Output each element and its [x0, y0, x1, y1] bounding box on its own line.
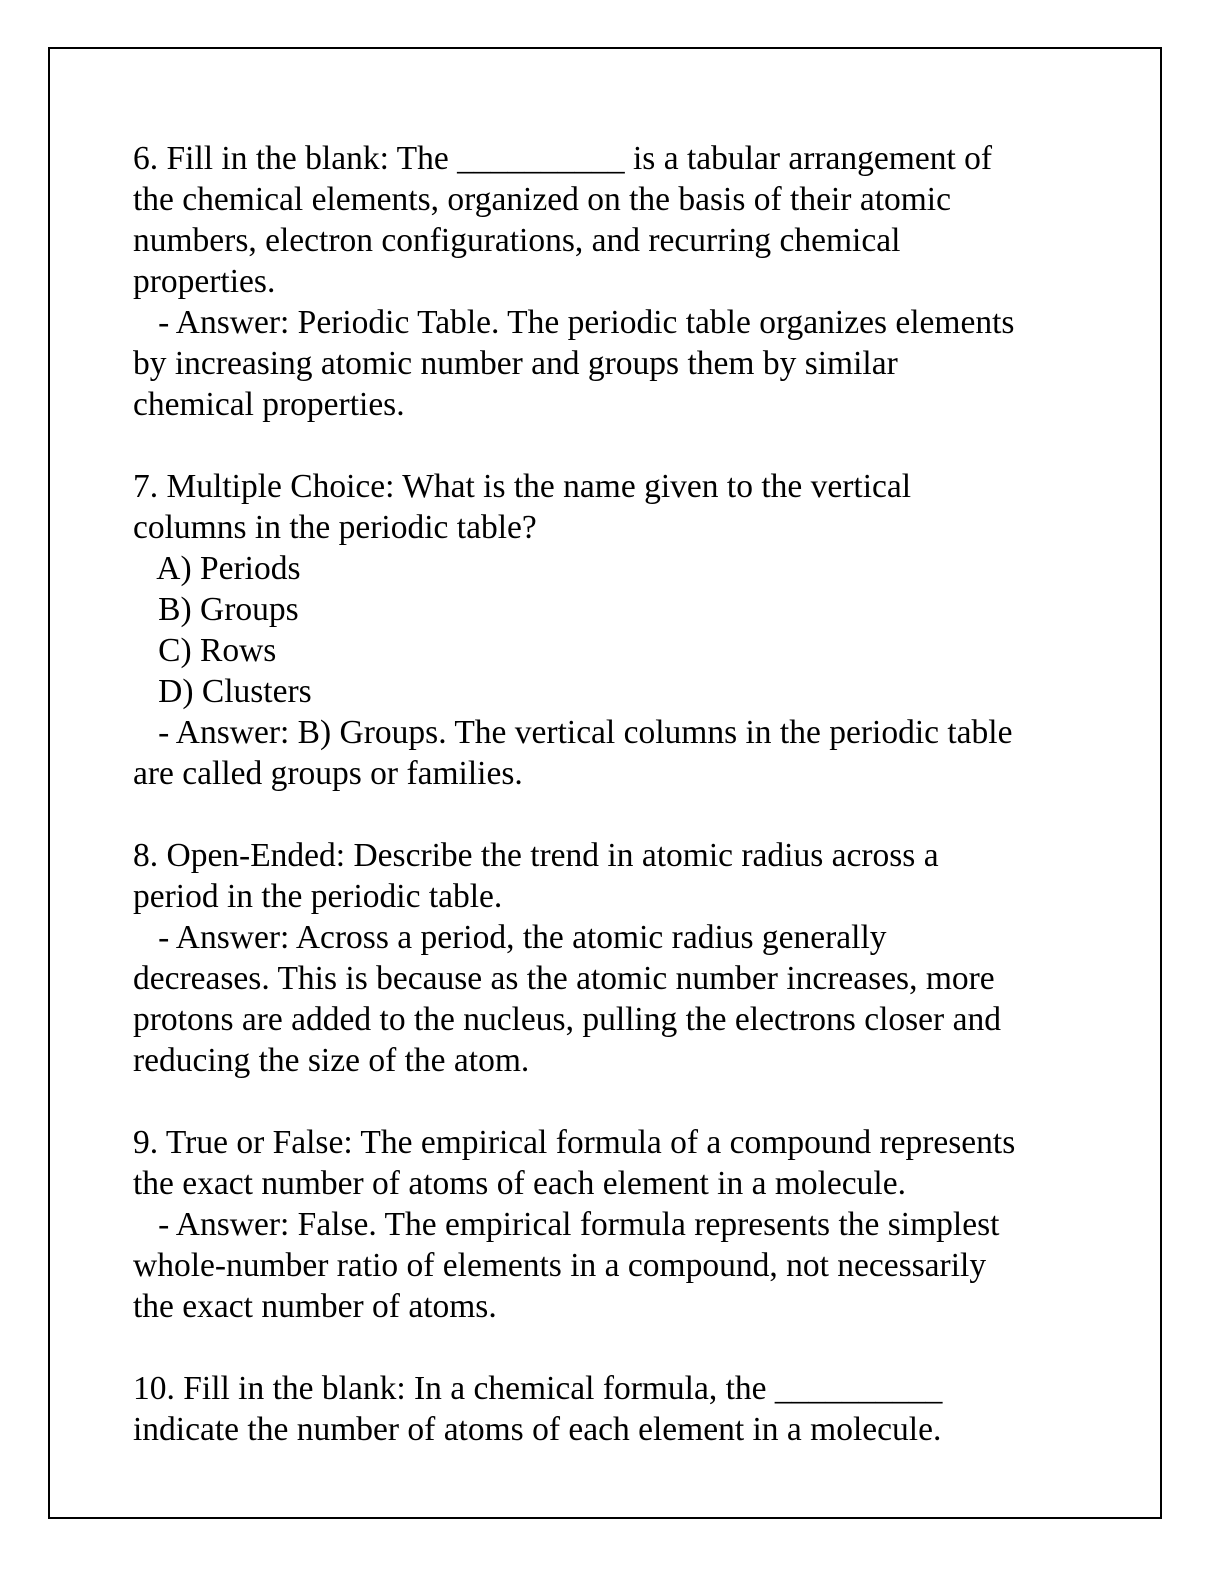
choice-d: D) Clusters: [133, 673, 312, 710]
question-text-line: 10. Fill in the blank: In a chemical formula, the __________: [133, 1370, 943, 1407]
answer-text-line: - Answer: Periodic Table. The periodic table organizes elements: [133, 304, 1015, 341]
answer-text-line: whole-number ratio of elements in a compound, not necessarily: [133, 1247, 987, 1284]
question-10: [133, 1368, 1093, 1450]
question-text-line: 8. Open-Ended: Describe the trend in atomic radius across a: [133, 837, 939, 874]
answer-text-line: - Answer: False. The empirical formula represents the simplest: [133, 1206, 1000, 1243]
question-text-line: 9. True or False: The empirical formula of a compound represents: [133, 1124, 1016, 1161]
question-7: [133, 466, 1093, 794]
answer-text-line: - Answer: Across a period, the atomic radius generally: [133, 919, 887, 956]
answer-text-line: decreases. This is because as the atomic number increases, more: [133, 960, 995, 997]
question-8: [133, 835, 1093, 1081]
question-9: [133, 1122, 1093, 1327]
question-text-line: the exact number of atoms of each element in a molecule.: [133, 1165, 906, 1202]
question-text-line: 6. Fill in the blank: The __________ is a tabular arrangement of: [133, 140, 993, 177]
answer-text-line: the exact number of atoms.: [133, 1288, 497, 1325]
question-text-line: numbers, electron configurations, and recurring chemical: [133, 222, 901, 259]
document-body: [133, 138, 1093, 1450]
spacer: [133, 1327, 1093, 1368]
answer-text-line: protons are added to the nucleus, pulling the electrons closer and: [133, 1001, 1001, 1038]
question-text-line: columns in the periodic table?: [133, 509, 537, 546]
question-text-line: 7. Multiple Choice: What is the name given to the vertical: [133, 468, 912, 505]
question-text-line: period in the periodic table.: [133, 878, 503, 915]
question-6: [133, 138, 1093, 425]
choice-c: C) Rows: [133, 632, 277, 669]
answer-text-line: - Answer: B) Groups. The vertical columns in the periodic table: [133, 714, 1013, 751]
choice-a: A) Periods: [133, 550, 301, 587]
answer-text-line: by increasing atomic number and groups them by similar: [133, 345, 898, 382]
question-text-line: properties.: [133, 263, 276, 300]
spacer: [133, 1081, 1093, 1122]
question-text-line: the chemical elements, organized on the basis of their atomic: [133, 181, 951, 218]
question-text-line: indicate the number of atoms of each element in a molecule.: [133, 1411, 942, 1448]
answer-text-line: reducing the size of the atom.: [133, 1042, 530, 1079]
answer-text-line: are called groups or families.: [133, 755, 523, 792]
spacer: [133, 794, 1093, 835]
choice-b: B) Groups: [133, 591, 299, 628]
answer-text-line: chemical properties.: [133, 386, 405, 423]
spacer: [133, 425, 1093, 466]
